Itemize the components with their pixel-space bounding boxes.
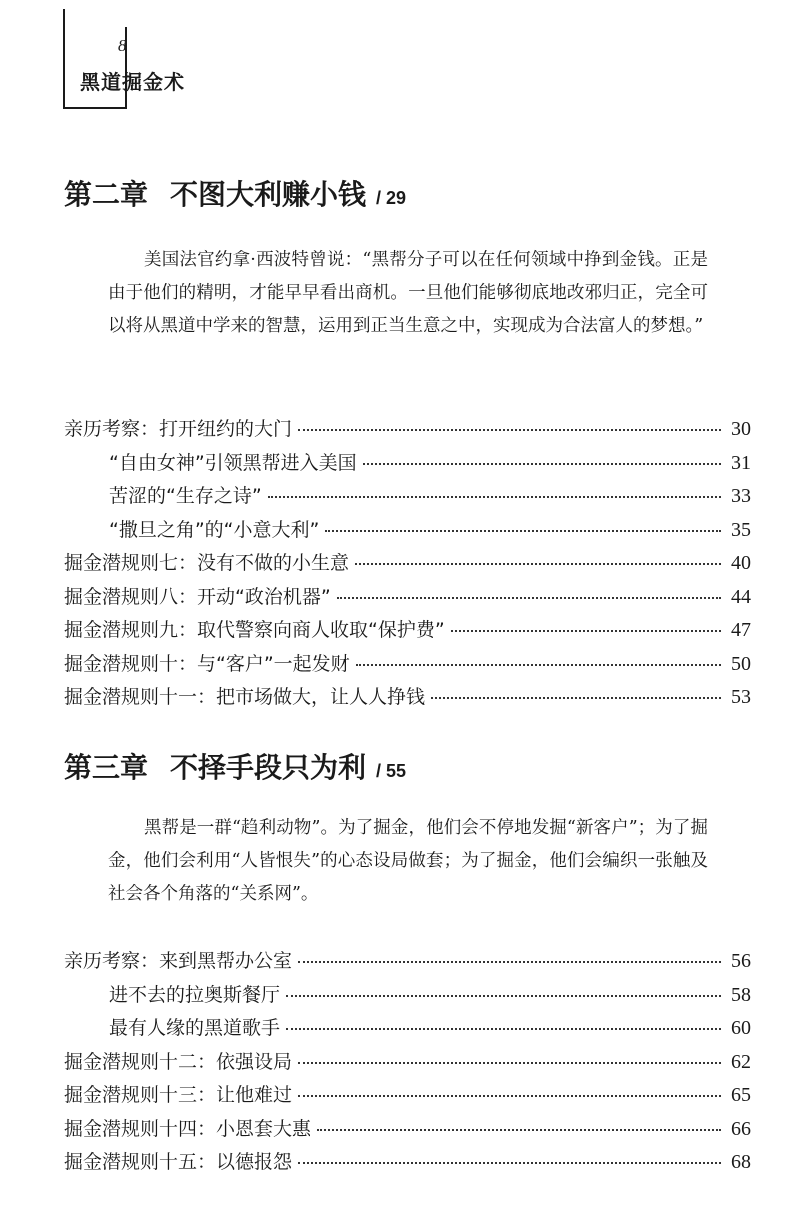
- toc-entry-label: 最有人缘的黑道歌手: [109, 1017, 281, 1039]
- toc-entry[interactable]: [64, 682, 751, 716]
- toc-entry-label: “自由女神”引领黑帮进入美国: [109, 451, 357, 474]
- leader-dots: [355, 563, 721, 565]
- toc-entry[interactable]: [64, 414, 751, 448]
- toc-entry-page: 56: [731, 950, 751, 972]
- toc-entry-page: 53: [731, 686, 751, 708]
- leader-dots: [286, 995, 721, 997]
- toc-entry-label: 掘金潜规则十三：让他难过: [64, 1084, 293, 1106]
- chapter-intro: 美国法官约拿·西波特曾说：“黑帮分子可以在任何领域中挣到金钱。正是由于他们的精明，才能早早看出商机。一旦他们能够彻底地改邪归正，完全可以将从黑道中学来的智慧，运用到正当生意之中，实现成为合法富人的梦想。”: [108, 250, 708, 336]
- toc-entry-page: 30: [731, 418, 751, 440]
- leader-dots: [325, 530, 721, 532]
- chapter-page: / 55: [376, 761, 407, 781]
- toc-entry-page: 65: [731, 1084, 751, 1106]
- toc-entry[interactable]: [64, 582, 751, 616]
- toc-entry-page: 31: [731, 451, 751, 474]
- toc-entry[interactable]: [64, 481, 751, 515]
- toc-entry[interactable]: [64, 946, 751, 980]
- toc-entry[interactable]: [64, 1147, 751, 1181]
- toc-entry-label: 掘金潜规则十：与“客户”一起发财: [64, 652, 350, 675]
- leader-dots: [298, 1062, 721, 1064]
- chapter-heading: [64, 173, 406, 213]
- toc-entry-label: 亲历考察：来到黑帮办公室: [64, 950, 293, 972]
- toc-entry[interactable]: [64, 548, 751, 582]
- leader-dots: [451, 630, 721, 632]
- leader-dots: [298, 429, 721, 431]
- leader-dots: [286, 1028, 721, 1030]
- toc-entry-page: 33: [731, 485, 751, 507]
- toc-entry-label: 掘金潜规则十五：以德报怨: [64, 1151, 293, 1173]
- leader-dots: [298, 1095, 721, 1097]
- toc-entry[interactable]: [64, 448, 751, 482]
- toc-entry-page: 68: [731, 1151, 751, 1173]
- toc-entry-label: 进不去的拉奥斯餐厅: [109, 983, 281, 1006]
- chapter-page: / 29: [376, 188, 407, 208]
- leader-dots: [298, 1162, 721, 1164]
- toc-entry-label: 掘金潜规则九：取代警察向商人收取“保护费”: [64, 619, 445, 641]
- toc-entry-label: 掘金潜规则七：没有不做的小生意: [64, 552, 350, 574]
- toc-entry-label: 掘金潜规则八：开动“政治机器”: [64, 585, 331, 608]
- toc-entry-page: 44: [731, 585, 751, 608]
- toc-entry[interactable]: [64, 1080, 751, 1114]
- toc-entry-page: 35: [731, 518, 751, 541]
- toc-entry-label: 掘金潜规则十一：把市场做大，让人人挣钱: [64, 686, 426, 708]
- toc-entry[interactable]: [64, 1114, 751, 1148]
- leader-dots: [431, 697, 721, 699]
- toc-entry-page: 66: [731, 1117, 751, 1140]
- chapter-title: 不图大利赚小钱: [170, 178, 367, 211]
- toc-entry-page: 40: [731, 552, 751, 574]
- toc-entry-label: 掘金潜规则十二：依强设局: [64, 1050, 293, 1073]
- chapter-number: 第二章: [64, 178, 149, 211]
- toc-entry[interactable]: [64, 615, 751, 649]
- toc-entry-label: 亲历考察：打开纽约的大门: [64, 418, 293, 440]
- toc-entry-page: 62: [731, 1050, 751, 1073]
- leader-dots: [317, 1129, 721, 1131]
- toc-entry-page: 50: [731, 652, 751, 675]
- toc-list: [64, 946, 751, 1181]
- toc-entry-label: “撒旦之角”的“小意大利”: [109, 518, 320, 541]
- leader-dots: [356, 664, 721, 666]
- leader-dots: [337, 597, 721, 599]
- toc-entry-page: 58: [731, 983, 751, 1006]
- book-title: 黑道掘金术: [80, 70, 185, 94]
- toc-entry[interactable]: [64, 1013, 751, 1047]
- page-number: 8: [118, 36, 127, 55]
- toc-entry-label: 掘金潜规则十四：小恩套大惠: [64, 1117, 312, 1140]
- chapter-heading: [64, 746, 406, 786]
- toc-entry[interactable]: [64, 980, 751, 1014]
- leader-dots: [363, 463, 721, 465]
- toc-entry-page: 60: [731, 1017, 751, 1039]
- toc-list: [64, 414, 751, 716]
- toc-entry[interactable]: [64, 649, 751, 683]
- toc-entry[interactable]: [64, 1047, 751, 1081]
- chapter-number: 第三章: [64, 751, 149, 784]
- chapter-title: 不择手段只为利: [170, 751, 367, 784]
- chapter-intro: 黑帮是一群“趋利动物”。为了掘金，他们会不停地发掘“新客户”；为了掘金，他们会利用“人皆恨失”的心态设局做套；为了掘金，他们会编织一张触及社会各个角落的“关系网”。: [108, 818, 708, 904]
- toc-entry-page: 47: [731, 619, 751, 641]
- toc-entry[interactable]: [64, 515, 751, 549]
- toc-entry-label: 苦涩的“生存之诗”: [109, 485, 262, 507]
- leader-dots: [268, 496, 721, 498]
- leader-dots: [298, 961, 721, 963]
